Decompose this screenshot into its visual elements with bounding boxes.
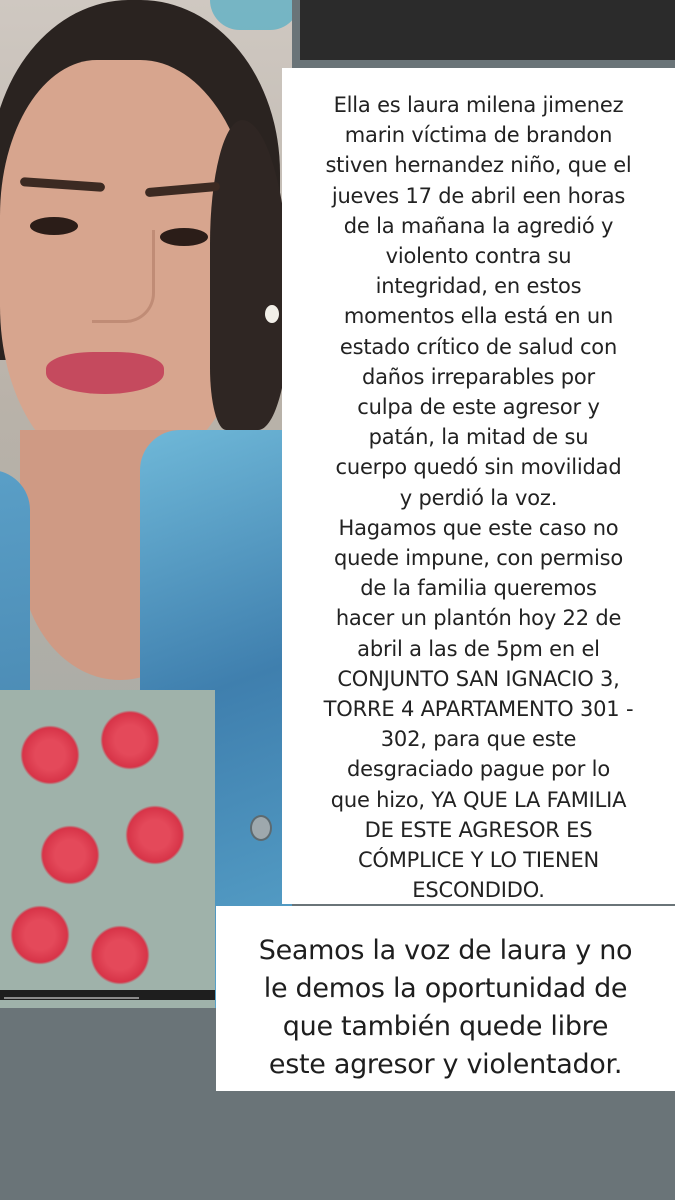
message-line: stiven hernandez niño, que el xyxy=(325,153,632,178)
message-line: 302, para que este xyxy=(380,727,577,752)
message-line: CONJUNTO SAN IGNACIO 3, xyxy=(337,666,620,691)
message-line: CÓMPLICE Y LO TIENEN xyxy=(357,848,600,873)
flower-print xyxy=(95,705,165,775)
message-line: abril a las de 5pm en el xyxy=(357,636,600,661)
message-line: de la mañana la agredió y xyxy=(343,213,614,238)
message-line: culpa de este agresor y xyxy=(357,395,600,420)
flower-print xyxy=(35,820,105,890)
message-line: marin víctima de brandon xyxy=(344,123,613,148)
message-line: Ella es laura milena jimenez xyxy=(333,93,624,117)
callout-line: Seamos la voz de laura y no xyxy=(258,935,633,966)
earring xyxy=(265,305,279,323)
message-line: desgraciado pague por lo xyxy=(347,757,610,782)
callout-message-box xyxy=(216,906,675,1091)
message-line: y perdió la voz. xyxy=(399,485,558,510)
right-eye xyxy=(160,228,208,246)
top-dark-band xyxy=(300,0,675,60)
main-message-box xyxy=(282,68,675,904)
message-line: jueves 17 de abril een horas xyxy=(331,183,626,208)
message-line: momentos ella está en un xyxy=(343,304,614,329)
jacket-button xyxy=(250,815,272,841)
callout-line: le demos la oportunidad de xyxy=(263,973,628,1004)
lips xyxy=(46,352,164,394)
video-progress-fill xyxy=(4,997,139,999)
message-line: integridad, en estos xyxy=(375,274,582,299)
flower-print xyxy=(120,800,190,870)
message-line: violento contra su xyxy=(385,244,572,269)
message-line: estado crítico de salud con xyxy=(339,334,618,359)
callout-line: este agresor y violentador. xyxy=(268,1049,623,1080)
flower-print xyxy=(85,920,155,990)
message-line: patán, la mitad de su xyxy=(368,425,589,450)
message-line: ESCONDIDO. xyxy=(412,878,545,903)
message-line: Hagamos que este caso no xyxy=(338,515,619,540)
nose xyxy=(92,230,155,323)
woman-photo xyxy=(0,0,292,1008)
callout-line: que también quede libre xyxy=(282,1011,609,1042)
message-line: hacer un plantón hoy 22 de xyxy=(335,606,622,631)
left-eye xyxy=(30,217,78,235)
message-line: que hizo, YA QUE LA FAMILIA xyxy=(330,787,627,812)
photo-background-shape xyxy=(210,0,292,30)
flower-print xyxy=(15,720,85,790)
message-line: cuerpo quedó sin movilidad xyxy=(335,455,622,480)
flower-print xyxy=(5,900,75,970)
message-line: de la familia queremos xyxy=(360,576,597,601)
message-line: DE ESTE AGRESOR ES xyxy=(364,817,593,842)
message-line: daños irreparables por xyxy=(362,364,595,389)
message-line: quede impune, con permiso xyxy=(334,546,623,571)
message-line: TORRE 4 APARTAMENTO 301 - xyxy=(323,697,634,722)
